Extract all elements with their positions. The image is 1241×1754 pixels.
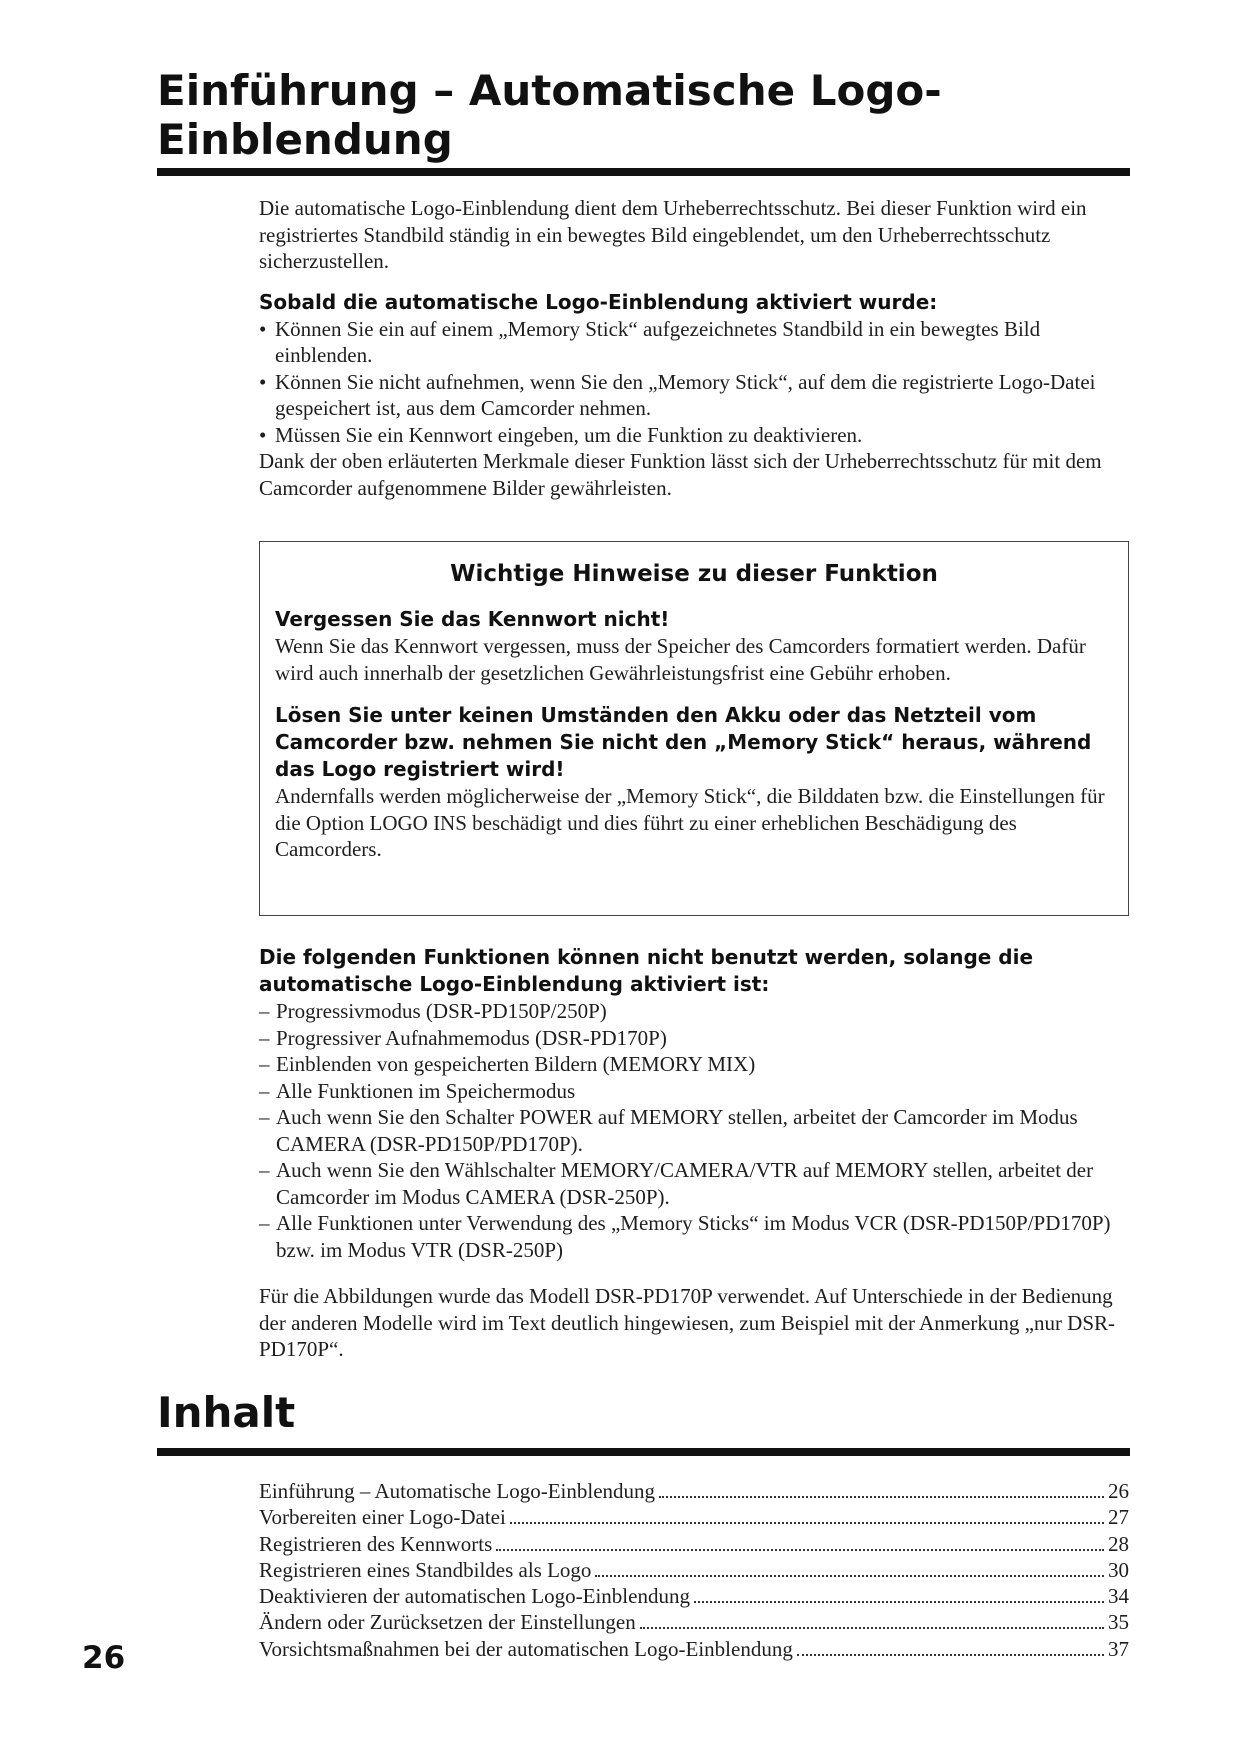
notice-title: Wichtige Hinweise zu dieser Funktion (450, 561, 938, 587)
toc-entry[interactable] (259, 1478, 1129, 1504)
toc-entry[interactable] (259, 1609, 1129, 1635)
title-rule (157, 168, 1130, 176)
active-bullet-list (259, 316, 1129, 449)
list-item: – Auch wenn Sie den Schalter POWER auf MEMORY stellen, arbeitet der Camcorder im Modus CAMERA (DSR-PD150P/PD170P). (259, 1104, 1129, 1157)
toc-entry[interactable] (259, 1504, 1129, 1530)
notice-item2-heading: Lösen Sie unter keinen Umständen den Akku oder das Netzteil vom Camcorder bzw. nehmen Sie nicht den „Memory Stick“ heraus, während das Logo registriert wird! (275, 703, 1092, 781)
page-title (157, 66, 1157, 164)
toc-entry-label: Vorsichtsmaßnahmen bei der automatischen Logo-Einblendung (259, 1636, 793, 1661)
list-item: – Alle Funktionen unter Verwendung des „Memory Sticks“ im Modus VCR (DSR-PD150P/PD170P) bzw. im Modus VTR (DSR-250P) (259, 1210, 1129, 1263)
toc-dot-leader (640, 1626, 1104, 1629)
restrictions-section (259, 944, 1129, 1363)
toc-dot-leader (595, 1574, 1104, 1577)
toc-entry-label: Registrieren eines Standbildes als Logo (259, 1557, 592, 1582)
intro-paragraph: Die automatische Logo-Einblendung dient dem Urheberrechtsschutz. Bei dieser Funktion wird ein registriertes Standbild ständig in ein bewegtes Bild eingeblendet, um den Urheberrechtsschutz sicherzustellen. (259, 196, 1087, 273)
page-title-line2: Einblendung (157, 115, 453, 164)
list-item: – Progressiver Aufnahmemodus (DSR-PD170P) (259, 1025, 1129, 1052)
toc-entry-page: 26 (1108, 1479, 1129, 1503)
toc-entry-label: Vorbereiten einer Logo-Datei (259, 1505, 506, 1530)
page-number: 26 (82, 1640, 126, 1676)
toc-entry-page: 27 (1108, 1505, 1129, 1530)
list-item: • Können Sie nicht aufnehmen, wenn Sie den „Memory Stick“, auf dem die registrierte Logo-Datei gespeichert ist, aus dem Camcorder nehmen. (259, 369, 1129, 422)
list-item: – Progressivmodus (DSR-PD150P/250P) (259, 998, 1129, 1025)
model-note: Für die Abbildungen wurde das Modell DSR-PD170P verwendet. Auf Unterschiede in der Bedienung der anderen Modelle wird im Text deutlich hingewiesen, zum Beispiel mit der Anmerkung „nur DSR-PD170P“. (259, 1284, 1116, 1361)
toc-title: Inhalt (157, 1388, 296, 1437)
list-item: – Auch wenn Sie den Wählschalter MEMORY/CAMERA/VTR auf MEMORY stellen, arbeitet der Camcorder im Modus CAMERA (DSR-250P). (259, 1157, 1129, 1210)
toc-dot-leader (694, 1600, 1104, 1603)
toc-entry-label: Deaktivieren der automatischen Logo-Einblendung (259, 1584, 690, 1609)
toc-entry-label: Einführung – Automatische Logo-Einblendung (259, 1479, 656, 1503)
notice-item2-text: Andernfalls werden möglicherweise der „Memory Stick“, die Bilddaten bzw. die Einstellungen für die Option LOGO INS beschädigt und dies führt zu einer erheblichen Beschädigung des Camcorders. (275, 784, 1105, 861)
restrictions-heading: Die folgenden Funktionen können nicht benutzt werden, solange die automatische Logo-Einblendung aktiviert ist: (259, 945, 1034, 996)
toc-entry-page: 37 (1108, 1636, 1129, 1661)
notice-body (275, 606, 1114, 863)
list-item: – Alle Funktionen im Speichermodus (259, 1078, 1129, 1105)
toc-entry-page: 34 (1108, 1584, 1129, 1609)
toc-entry[interactable] (259, 1583, 1129, 1609)
page-title-line1: Einführung – Automatische Logo- (157, 66, 942, 115)
toc-entry[interactable] (259, 1531, 1129, 1557)
toc-entry-page: 28 (1108, 1531, 1129, 1556)
toc-entry-label: Ändern oder Zurücksetzen der Einstellungen (259, 1610, 636, 1635)
toc-entry-label: Registrieren des Kennworts (259, 1531, 493, 1556)
restrictions-list (259, 998, 1129, 1263)
toc-entry[interactable] (259, 1636, 1129, 1662)
active-heading: Sobald die automatische Logo-Einblendung aktiviert wurde: (259, 289, 938, 314)
toc-dot-leader (510, 1521, 1104, 1524)
notice-item1-heading: Vergessen Sie das Kennwort nicht! (275, 607, 670, 631)
notice-item1-text: Wenn Sie das Kennwort vergessen, muss der Speicher des Camcorders formatiert werden. Dafür wird auch innerhalb der gesetzlichen Gewährleistungsfrist eine Gebühr erhoben. (275, 634, 1086, 685)
toc-dot-leader (659, 1495, 1104, 1498)
list-item: • Können Sie ein auf einem „Memory Stick“ aufgezeichnetes Standbild in ein bewegtes Bild einblenden. (259, 316, 1129, 369)
intro-section (259, 195, 1129, 501)
list-item: • Müssen Sie ein Kennwort eingeben, um die Funktion zu deaktivieren. (259, 422, 1129, 449)
toc-dot-leader (496, 1548, 1104, 1551)
toc-dot-leader (797, 1653, 1104, 1656)
toc-rule (157, 1448, 1130, 1456)
table-of-contents (259, 1478, 1129, 1662)
intro-closing: Dank der oben erläuterten Merkmale dieser Funktion lässt sich der Urheberrechtsschutz für mit dem Camcorder aufgenommene Bilder gewährleisten. (259, 449, 1102, 500)
toc-entry-page: 30 (1108, 1557, 1129, 1582)
important-notice-box (259, 541, 1129, 916)
toc-entry-page: 35 (1108, 1610, 1129, 1635)
list-item: – Einblenden von gespeicherten Bildern (MEMORY MIX) (259, 1051, 1129, 1078)
toc-entry[interactable] (259, 1557, 1129, 1583)
